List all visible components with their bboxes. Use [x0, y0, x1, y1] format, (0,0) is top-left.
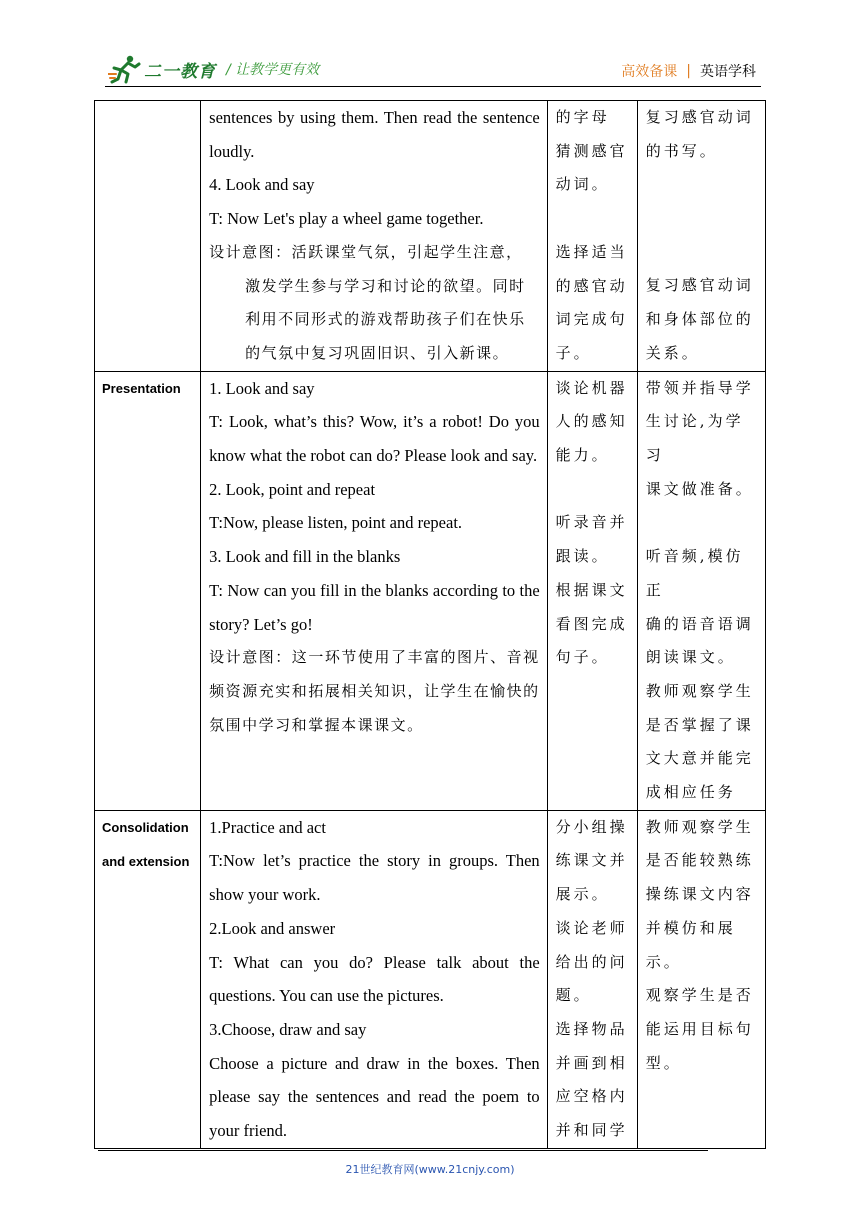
student-activity-line: 看图完成: [555, 614, 628, 633]
process-step: T: Now can you fill in the blanks according to the story? Let’s go!: [209, 580, 540, 634]
design-purpose-line: 听音频,模仿正: [645, 547, 744, 599]
stage-label: and extension: [102, 853, 190, 869]
process-step: 2. Look, point and repeat: [209, 479, 376, 499]
design-purpose-line: 教师观察学生: [645, 817, 754, 836]
student-activity-line: 根据课文: [555, 580, 628, 599]
design-purpose-line: 朗读课文。: [645, 648, 736, 667]
design-purpose-line: 成相应任务: [645, 783, 736, 802]
table-row: [95, 810, 766, 1148]
page-header: [0, 0, 860, 95]
design-purpose-line: 和身体部位的: [645, 310, 754, 329]
slogan: / 让教学更有效: [226, 62, 320, 78]
student-activity-cell: [547, 810, 637, 1148]
footer-text: 21世纪教育网(www.21cnjy.com): [345, 1163, 515, 1176]
student-activity-line: 听录音并: [555, 513, 628, 532]
student-activity-line: 谈论老师: [555, 918, 628, 937]
design-purpose-line: 确的语音语调: [645, 614, 754, 633]
header-subject: 英语学科: [700, 64, 756, 80]
stage-label: Presentation: [102, 380, 181, 396]
lesson-plan-table: [94, 100, 766, 1149]
design-purpose-line: [646, 236, 761, 270]
student-activity-line: 跟读。: [555, 547, 610, 566]
design-intent: 设计意图：这一环节使用了丰富的图片、音视频资源充实和拓展相关知识，让学生在愉快的氛围中学习和掌握本课课文。: [209, 648, 540, 734]
stage-label: Consolidation: [102, 819, 189, 835]
student-activity-line: 猜测感官: [555, 141, 628, 160]
table-row: [95, 101, 766, 372]
process-step: T: Now Let's play a wheel game together.: [209, 209, 484, 229]
design-purpose-line: 观察学生是否: [645, 986, 754, 1005]
design-purpose-line: 复习感官动词: [645, 276, 754, 295]
student-activity-line: 练课文并: [555, 851, 628, 870]
student-activity-line: 并和同学: [555, 1121, 628, 1140]
student-activity-line: 给出的问: [555, 952, 628, 971]
teaching-process-cell: [201, 101, 548, 372]
student-activity-cell: [547, 101, 637, 372]
header-divider: [105, 86, 761, 87]
student-activity-line: 题。: [555, 986, 592, 1005]
process-step: 1.Practice and act: [209, 817, 326, 837]
design-intent-line: 激发学生参与学习和讨论的欲望。同时: [245, 276, 526, 295]
student-activity-line: 句子。: [555, 648, 610, 667]
student-activity-line: 能力。: [555, 446, 610, 465]
student-activity-cell: [547, 371, 637, 810]
stage-cell: [95, 810, 201, 1148]
header-right: [621, 61, 756, 81]
student-activity-line: 展示。: [555, 885, 610, 904]
design-intent-line: 的气氛中复习巩固旧识、引入新课。: [245, 343, 510, 362]
student-activity-line: 应空格内: [555, 1087, 628, 1106]
process-step: T:Now let’s practice the story in groups. Then show your work.: [209, 851, 540, 905]
design-purpose-line: 复习感官动词: [645, 108, 754, 126]
design-purpose-line: 关系。: [645, 343, 700, 362]
design-purpose-line: 并模仿和展示。: [645, 918, 736, 971]
design-purpose-line: 带领并指导学: [645, 378, 754, 397]
student-activity-line: 动词。: [555, 175, 610, 194]
student-activity-line: 的感官动: [555, 276, 628, 295]
process-step: 1. Look and say: [209, 378, 315, 398]
design-purpose-line: [646, 202, 761, 236]
runner-logo-icon: [108, 54, 142, 84]
logo-text: 二一教育: [144, 61, 216, 82]
design-purpose-cell: [637, 371, 765, 810]
design-purpose-line: 教师观察学生: [645, 681, 754, 700]
process-step: T: What can you do? Please talk about the questions. You can use the pictures.: [209, 952, 540, 1006]
design-purpose-line: 是否掌握了课: [645, 715, 754, 734]
process-step: 4. Look and say: [209, 175, 315, 195]
design-purpose-line: [646, 506, 761, 540]
student-activity-line: 谈论机器: [555, 378, 628, 397]
stage-cell: [95, 371, 201, 810]
teaching-process-cell: [201, 810, 548, 1148]
process-step: 2.Look and answer: [209, 918, 336, 938]
process-step: sentences by using them. Then read the sentence loudly.: [209, 108, 540, 161]
logo: [108, 54, 319, 84]
process-step: T: Look, what’s this? Wow, it’s a robot! Do you know what the robot can do? Please look and say.: [209, 412, 540, 466]
design-purpose-line: 能运用目标句: [645, 1019, 754, 1038]
design-purpose-cell: [637, 101, 765, 372]
student-activity-line: 子。: [555, 343, 592, 362]
design-intent: 设计意图：活跃课堂气氛，引起学生注意，: [209, 242, 523, 261]
design-purpose-line: [646, 168, 761, 202]
process-step: T:Now, please listen, point and repeat.: [209, 513, 463, 533]
header-course: 高效备课: [621, 64, 678, 80]
student-activity-line: [556, 202, 633, 236]
process-step: 3.Choose, draw and say: [209, 1019, 367, 1039]
student-activity-line: [556, 473, 633, 507]
design-purpose-line: 文大意并能完: [645, 749, 754, 768]
teaching-process-cell: [201, 371, 548, 810]
student-activity-line: 词完成句: [555, 310, 628, 329]
student-activity-line: 选择物品: [555, 1019, 628, 1038]
design-purpose-line: 课文做准备。: [645, 479, 754, 498]
header-separator: |: [686, 63, 691, 79]
design-purpose-line: 操练课文内容: [645, 885, 754, 904]
student-activity-line: 分小组操: [555, 817, 628, 836]
footer-divider: [98, 1150, 708, 1151]
process-step: 3. Look and fill in the blanks: [209, 547, 401, 567]
design-purpose-line: 的书写。: [645, 141, 718, 160]
student-activity-line: 选择适当: [555, 242, 628, 261]
design-purpose-line: 是否能较熟练: [645, 851, 754, 870]
design-intent-line: 利用不同形式的游戏帮助孩子们在快乐: [245, 310, 526, 329]
design-purpose-line: 生讨论,为学习: [645, 412, 744, 465]
process-step: Choose a picture and draw in the boxes. Then please say the sentences and read the poem to your friend.: [209, 1053, 540, 1141]
table-row: [95, 371, 766, 810]
student-activity-line: 并画到相: [555, 1053, 628, 1072]
design-purpose-line: 型。: [645, 1053, 682, 1072]
design-purpose-cell: [637, 810, 765, 1148]
student-activity-line: 人的感知: [555, 412, 628, 431]
stage-cell: [95, 101, 201, 372]
student-activity-line: 的字母: [555, 108, 610, 126]
